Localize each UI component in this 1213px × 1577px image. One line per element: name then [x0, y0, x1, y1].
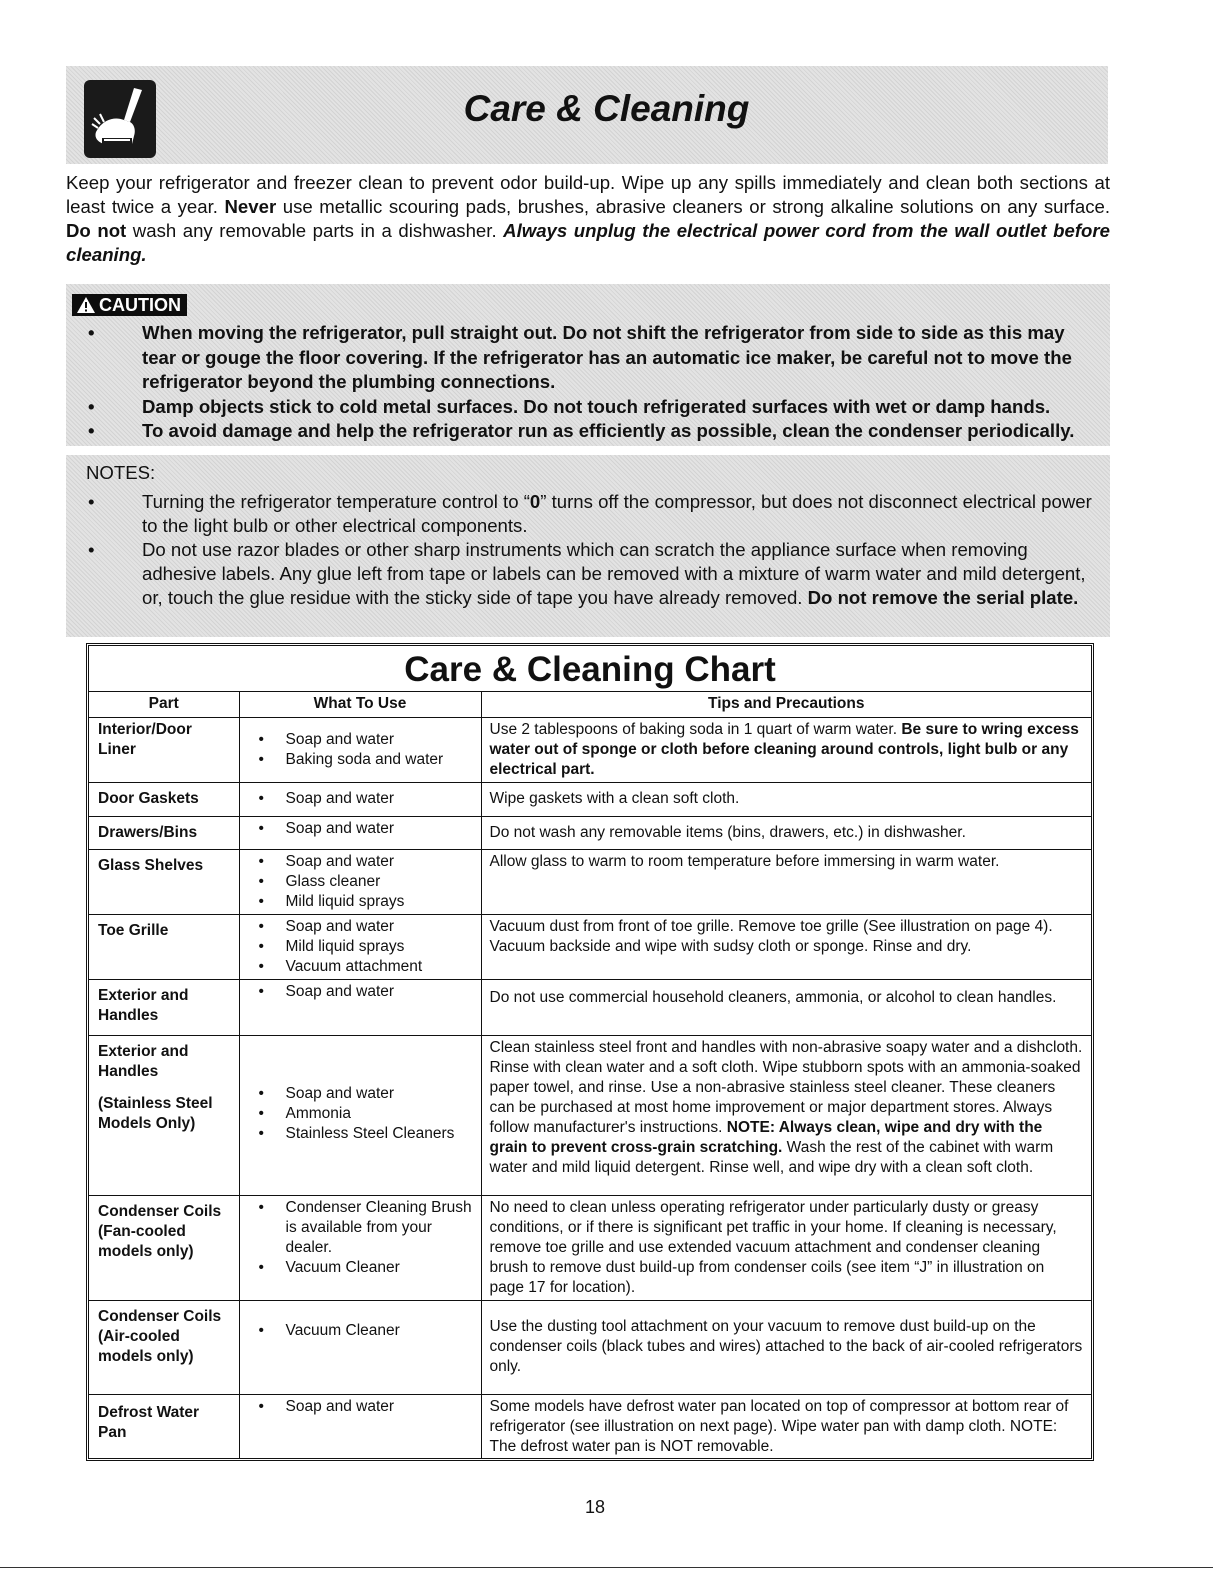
table-row	[89, 979, 1091, 1035]
tips-bold: NOTE: Always clean, wipe and dry with the grain to prevent cross-grain scratching.	[489, 1118, 1043, 1156]
row-part: Interior/Door Liner	[89, 717, 239, 782]
row-tips	[481, 1035, 1091, 1195]
caution-item: • Damp objects stick to cold metal surfaces. Do not touch refrigerated surfaces with wet or damp hands.	[84, 395, 1098, 420]
part-label: Exterior and Handles	[98, 1042, 189, 1080]
table-header-row	[89, 692, 1091, 717]
intro-text-2: use metallic scouring pads, brushes, abrasive cleaners or strong alkaline solutions on any surface.	[276, 196, 1110, 217]
page-title: Care & Cleaning	[463, 88, 750, 129]
tips-text: Wash the rest of the cabinet with warm water and mild liquid detergent. Rinse well, and wipe dry with a clean soft cloth.	[489, 1138, 1054, 1176]
table-row	[89, 914, 1091, 979]
note-text: Turning the refrigerator temperature control to “	[142, 491, 530, 512]
note-bold: Do not remove the serial plate.	[807, 587, 1079, 608]
intro-never: Never	[224, 196, 277, 217]
notes-heading: NOTES:	[86, 462, 156, 483]
row-part: Condenser Coils (Air-cooled models only)	[89, 1300, 239, 1394]
use-item: • Condenser Cleaning Brush is available from your dealer.	[248, 1198, 473, 1258]
chart-table	[89, 692, 1091, 1459]
row-tips: Use the dusting tool attachment on your vacuum to remove dust build-up on the condenser coils (black tubes and wires) attached to the back of air-cooled refrigerators only.	[481, 1300, 1091, 1394]
note-item	[84, 538, 1098, 610]
column-header-part: Part	[89, 692, 239, 717]
table-row	[89, 1035, 1091, 1195]
use-item: • Mild liquid sprays	[248, 892, 473, 912]
intro-text-3: wash any removable parts in a dishwasher.	[126, 220, 504, 241]
table-row	[89, 717, 1091, 782]
row-use	[239, 914, 481, 979]
chart-title: Care & Cleaning Chart	[89, 646, 1091, 692]
row-part: Defrost Water Pan	[89, 1394, 239, 1459]
use-item: • Soap and water	[248, 852, 473, 872]
caution-item: • When moving the refrigerator, pull straight out. Do not shift the refrigerator from side to side as this may tear or gouge the floor covering. If the refrigerator has an automatic ice maker, be careful not to move the refrigerator beyond the plumbing connections.	[84, 321, 1098, 395]
row-tips: No need to clean unless operating refrigerator under particularly dusty or greasy conditions, or if there is significant pet traffic in your home. If cleaning is necessary, remove toe grille and use extended vacuum attachment and condenser cleaning brush to remove dust build-up from condenser coils (see item “J” in illustration on page 17 for location).	[481, 1195, 1091, 1300]
use-item: • Vacuum Cleaner	[248, 1258, 473, 1278]
column-header-what-to-use: What To Use	[239, 692, 481, 717]
row-part: Toe Grille	[89, 914, 239, 979]
use-item: • Soap and water	[248, 982, 473, 1002]
caution-badge	[72, 294, 187, 316]
row-part: Condenser Coils (Fan-cooled models only)	[89, 1195, 239, 1300]
caution-label: CAUTION	[99, 295, 181, 315]
tips-bold: Be sure to wring excess water out of sponge or cloth before cleaning around controls, light bulb or any electrical part.	[489, 720, 1079, 778]
row-part: Door Gaskets	[89, 782, 239, 816]
tips-text: Clean stainless steel front and handles with non-abrasive soapy water and a dishcloth. Rinse with clean water and a soft cloth. Wipe stubborn spots with an ammonia-soaked paper towel, and rinse. Use a non-abrasive stainless steel cleaner. These cleaners can be purchased at most home improvement or major department stores. Always follow manufacturer's instructions.	[489, 1038, 1083, 1136]
intro-do-not: Do not	[66, 220, 127, 241]
row-part	[89, 1035, 239, 1195]
row-use	[239, 782, 481, 816]
row-use	[239, 717, 481, 782]
use-item: • Vacuum Cleaner	[248, 1321, 473, 1341]
use-item: • Vacuum attachment	[248, 957, 473, 977]
caution-list	[84, 321, 1098, 444]
use-item: • Soap and water	[248, 789, 473, 809]
care-cleaning-chart	[86, 643, 1094, 1461]
row-tips	[481, 717, 1091, 782]
use-item: • Soap and water	[248, 730, 473, 750]
notes-list	[84, 490, 1098, 610]
tips-text: Use 2 tablespoons of baking soda in 1 quart of warm water.	[489, 720, 902, 738]
table-row	[89, 782, 1091, 816]
intro-paragraph	[66, 171, 1110, 267]
row-use	[239, 979, 481, 1035]
row-part: Glass Shelves	[89, 849, 239, 914]
row-use	[239, 1035, 481, 1195]
row-use	[239, 849, 481, 914]
row-tips: Vacuum dust from front of toe grille. Remove toe grille (See illustration on page 4). Vacuum backside and wipe with sudsy cloth or sponge. Rinse and dry.	[481, 914, 1091, 979]
row-part: Drawers/Bins	[89, 816, 239, 849]
use-item: • Soap and water	[248, 1397, 473, 1417]
intro-warning: Always unplug the electrical power cord from the wall outlet before cleaning.	[66, 220, 1110, 265]
note-zero: 0	[529, 491, 541, 512]
row-use	[239, 1300, 481, 1394]
note-text: ” turns off the compressor, but does not disconnect electrical power to the light bulb or other electrical components.	[142, 491, 1092, 536]
use-item: • Baking soda and water	[248, 750, 473, 770]
use-item: • Glass cleaner	[248, 872, 473, 892]
use-item: • Ammonia	[248, 1104, 473, 1124]
table-row	[89, 816, 1091, 849]
page-number: 18	[584, 1497, 606, 1517]
part-sub-label: (Stainless Steel Models Only)	[98, 1094, 213, 1132]
intro-text-1: Keep your refrigerator and freezer clean to prevent odor build-up. Wipe up any spills immediately and clean both sections at least twice a year.	[66, 172, 1110, 217]
row-tips: Allow glass to warm to room temperature before immersing in warm water.	[481, 849, 1091, 914]
row-part: Exterior and Handles	[89, 979, 239, 1035]
table-row	[89, 1195, 1091, 1300]
row-tips: Do not use commercial household cleaners, ammonia, or alcohol to clean handles.	[481, 979, 1091, 1035]
use-item: • Soap and water	[248, 917, 473, 937]
table-row	[89, 1394, 1091, 1459]
warning-triangle-icon	[76, 296, 96, 314]
row-use	[239, 1195, 481, 1300]
note-item	[84, 490, 1098, 538]
use-item: • Mild liquid sprays	[248, 937, 473, 957]
table-row	[89, 1300, 1091, 1394]
row-tips: Some models have defrost water pan located on top of compressor at bottom rear of refrigerator (see illustration on next page). Wipe water pan with damp cloth. NOTE: The defrost water pan is NOT removable.	[489, 1397, 1069, 1455]
use-item: • Stainless Steel Cleaners	[248, 1124, 473, 1144]
row-use	[239, 1394, 481, 1459]
row-tips: Do not wash any removable items (bins, drawers, etc.) in dishwasher.	[481, 816, 1091, 849]
column-header-tips: Tips and Precautions	[481, 692, 1091, 717]
bottom-rule	[0, 1567, 1213, 1568]
caution-item: • To avoid damage and help the refrigerator run as efficiently as possible, clean the condenser periodically.	[84, 419, 1098, 444]
table-row	[89, 849, 1091, 914]
note-text: Do not use razor blades or other sharp instruments which can scratch the appliance surface when removing adhesive labels. Any glue left from tape or labels can be removed with a mixture of warm water and mild detergent, or, touch the glue residue with the sticky side of tape you have already removed.	[142, 539, 1086, 608]
row-use	[239, 816, 481, 849]
use-item: • Soap and water	[248, 1084, 473, 1104]
row-tips: Wipe gaskets with a clean soft cloth.	[481, 782, 1091, 816]
use-item: • Soap and water	[248, 819, 473, 839]
